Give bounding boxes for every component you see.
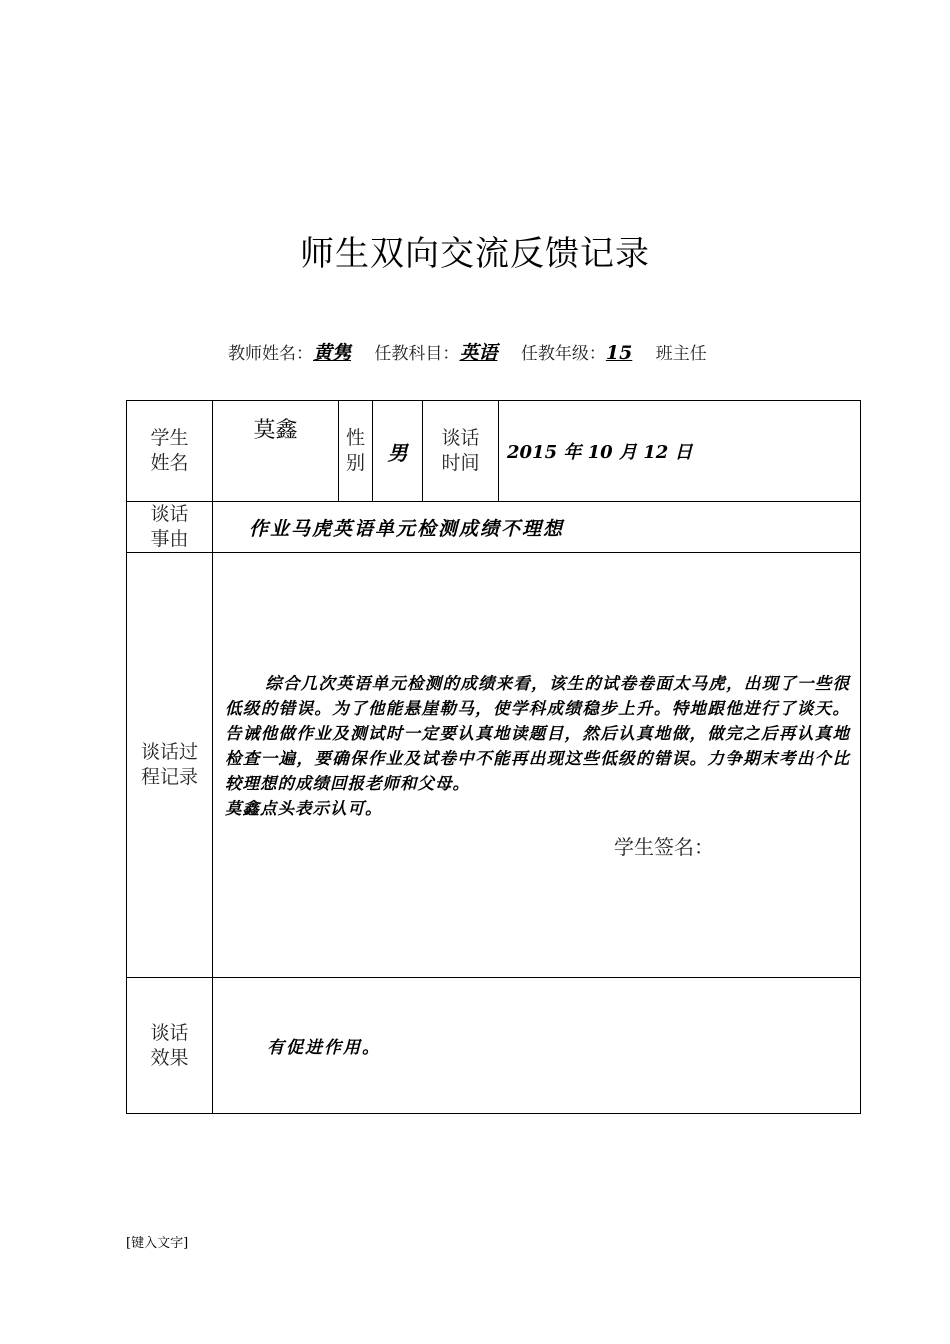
subject-label: 任教科目： [374, 344, 460, 364]
process-text [225, 671, 850, 821]
process-body: 综合几次英语单元检测的成绩来看，该生的试卷卷面太马虎，出现了一些很低级的错误。为了他能悬崖勒马，使学科成绩稳步上升。特地跟他进行了谈天。告诫他做作业及测试时一定要认真地读题目，然后认真地做，做完之后再认真地检查一遍，要确保作业及试卷中不能再出现这些低级的错误。力争期末考出个比较理想的成绩回报老师和父母。 [225, 673, 850, 793]
reason-value: 作业马虎英语单元检测成绩不理想 [213, 502, 861, 553]
subject-value: 英语 [459, 342, 498, 364]
student-name-label: 学生姓名 [150, 427, 189, 474]
student-name-label-cell [127, 401, 213, 502]
process-label-cell [127, 553, 213, 978]
effect-value: 有促进作用。 [213, 978, 861, 1114]
table-row [127, 553, 861, 978]
role-value: 班主任 [655, 344, 707, 364]
student-name-value: 莫鑫 [213, 401, 339, 502]
reason-label-cell [127, 502, 213, 553]
footer-placeholder: [键入文字] [126, 1236, 189, 1251]
gender-label-cell [339, 401, 373, 502]
document-title: 师生双向交流反馈记录 [300, 234, 650, 274]
effect-label-cell [127, 978, 213, 1114]
teacher-name-value: 黄隽 [313, 342, 352, 364]
table-row [127, 978, 861, 1114]
teacher-name-label: 教师姓名： [228, 344, 313, 364]
reason-label: 谈话事由 [150, 503, 189, 550]
time-label-cell [423, 401, 499, 502]
record-table [126, 400, 861, 1114]
time-label: 谈话时间 [441, 427, 480, 474]
teacher-info-line [228, 338, 707, 365]
gender-value: 男 [373, 401, 423, 502]
process-label: 谈话过程记录 [140, 741, 198, 788]
talk-date-value: 2015 年 10 月 12 日 [499, 401, 861, 502]
table-row [127, 502, 861, 553]
process-cell [213, 553, 861, 978]
process-response: 莫鑫点头表示认可。 [225, 798, 383, 818]
grade-label: 任教年级： [520, 344, 606, 364]
grade-value: 15 [605, 342, 633, 364]
gender-label: 性别 [345, 427, 365, 474]
effect-label: 谈话效果 [150, 1021, 189, 1069]
table-row [127, 401, 861, 502]
student-signature-label: 学生签名： [614, 834, 714, 859]
